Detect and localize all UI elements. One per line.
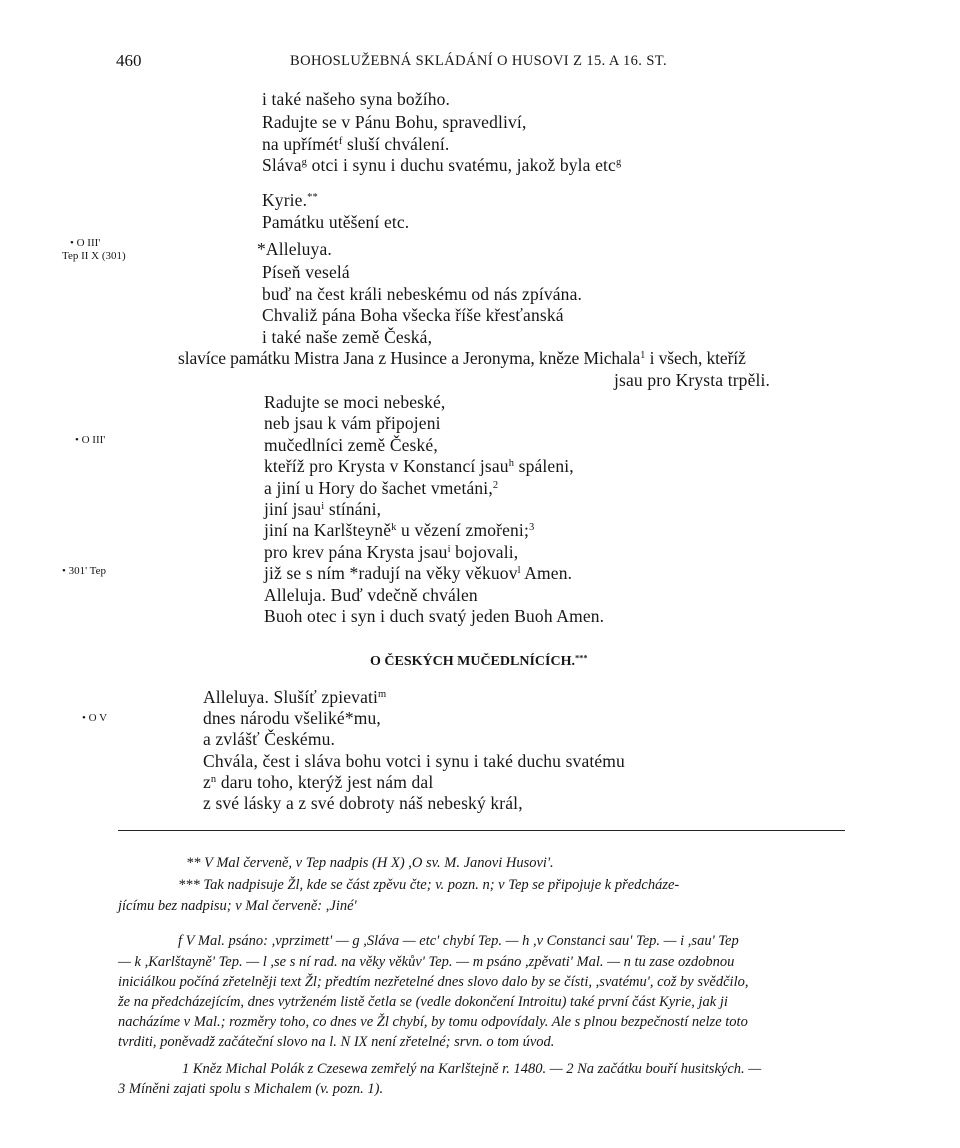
footnote: f V Mal. psáno: ,vprzimett' — g ,Sláva — etc' chybí Tep. — h ,v Constanci sau' Tep. — i ,sau' Tep [178,933,739,949]
text-line: Chvála, čest i sláva bohu votci i synu i také duchu svatému [203,751,625,771]
footnote: 3 Míněni zajati spolu s Michalem (v. pozn. 1). [118,1081,384,1097]
text-line: Kyrie.** [262,190,318,210]
footnote: nacházíme v Mal.; rozměry toho, co dnes ve Žl chybí, by tomu odpovídaly. Ale s plnou bezpečností nelze toto [118,1014,748,1030]
text-line: jiní na Karlšteyně$^k$ u vězení zmořeni;$^3$ [264,520,535,540]
text-line: a jiní u Hory do šachet vmetáni,$^2$ [264,478,499,498]
footnote: že na předcházejícím, dnes vytrženém listě četla se (vedle dokončení Introitu) také první část Kyrie, jak ji [118,994,728,1010]
margin-note: • O III' [70,237,101,249]
text-line: Píseň veselá [262,262,350,282]
running-title: BOHOSLUŽEBNÁ SKLÁDÁNÍ O HUSOVI Z 15. A 16. ST. [290,53,668,69]
text-line: jsau pro Krysta trpěli. [614,370,771,390]
text-line: $z^n$ daru toho, kterýž jest nám dal [203,772,434,792]
text-line: mučedlníci země České, [264,435,438,455]
text-line: Chvaliž pána Boha všecka říše křesťanská [262,305,564,325]
text-line: Památku utěšení etc. [262,212,410,232]
footnote: — k ,Karlštayně' Tep. — l ,se s ní rad. na věky věkův' Tep. — m psáno ,zpěvati' Mal. — n tu zase ozdobnou [118,954,735,970]
text-line: neb jsau k vám připojeni [264,413,441,433]
text-line: již se s ním *radují na věky věkuov$^l$ Amen. [264,563,573,583]
text-line: a zvlášť Českému. [203,729,336,749]
margin-note: • 301' Tep [62,565,106,577]
text-line: z své lásky a z své dobroty náš nebeský král, [203,793,523,813]
footnote: iniciálkou počíná zřetelněji text Žl; předtím nezřetelné dnes slovo dalo by se čísti, ,svatému', což by svědčilo, [118,974,749,990]
margin-note: • O III' [75,434,106,446]
text-line: slavíce památku Mistra Jana z Husince a Jeronyma, kněze Michala$^1$ i všech, kteříž [178,348,746,368]
footnote-rule [118,830,845,831]
text-line: kteříž pro Krysta v Konstancí jsau$^h$ spáleni, [264,456,574,476]
text-line: *Alleluya. [257,239,332,259]
text-line: jiní jsau$^i$ stínáni, [264,499,382,519]
footnote: tvrditi, poněvadž začáteční slovo na l. N IX není zřetelné; srvn. o tom úvod. [118,1034,555,1050]
page-number: 460 [116,51,142,70]
text-line: dnes národu všeliké*mu, [203,708,381,728]
footnote: jícímu bez nadpisu; v Mal červeně: ,Jiné' [118,898,357,914]
section-heading: O ČESKÝCH MUČEDLNÍCÍCH.*** [370,653,588,669]
text-line: Radujte se v Pánu Bohu, spravedliví, [262,112,527,132]
text-line: Radujte se moci nebeské, [264,392,446,412]
text-line: Buoh otec i syn i duch svatý jeden Buoh Amen. [264,606,605,626]
footnote: 1 Kněz Michal Polák z Czesewa zemřelý na Karlštejně r. 1480. — 2 Na začátku bouří husitských. — [182,1061,762,1077]
text-line: i také naše země Česká, [262,327,433,347]
text-line: i také našeho syna božího. [262,89,451,109]
text-line: Sláva$^g$ otci i synu i duchu svatému, jakož byla etc$^g$ [262,155,622,175]
text-line: Alleluya. Slušíť zpievati$^m$ [203,687,387,707]
margin-note: • O V [82,712,108,724]
text-line: na upřímét$^f$ sluší chválení. [262,134,450,154]
footnote: ** V Mal červeně, v Tep nadpis (H X) ,O sv. M. Janovi Husovi'. [186,855,554,871]
text-line: Alleluja. Buď vdečně chválen [264,585,478,605]
margin-note: Tep II X (301) [62,250,126,262]
text-line: pro krev pána Krysta jsau$^i$ bojovali, [264,542,519,562]
footnote: *** Tak nadpisuje Žl, kde se část zpěvu čte; v. pozn. n; v Tep se připojuje k předcháze- [178,877,680,893]
text-line: buď na čest králi nebeskému od nás zpívána. [262,284,583,304]
